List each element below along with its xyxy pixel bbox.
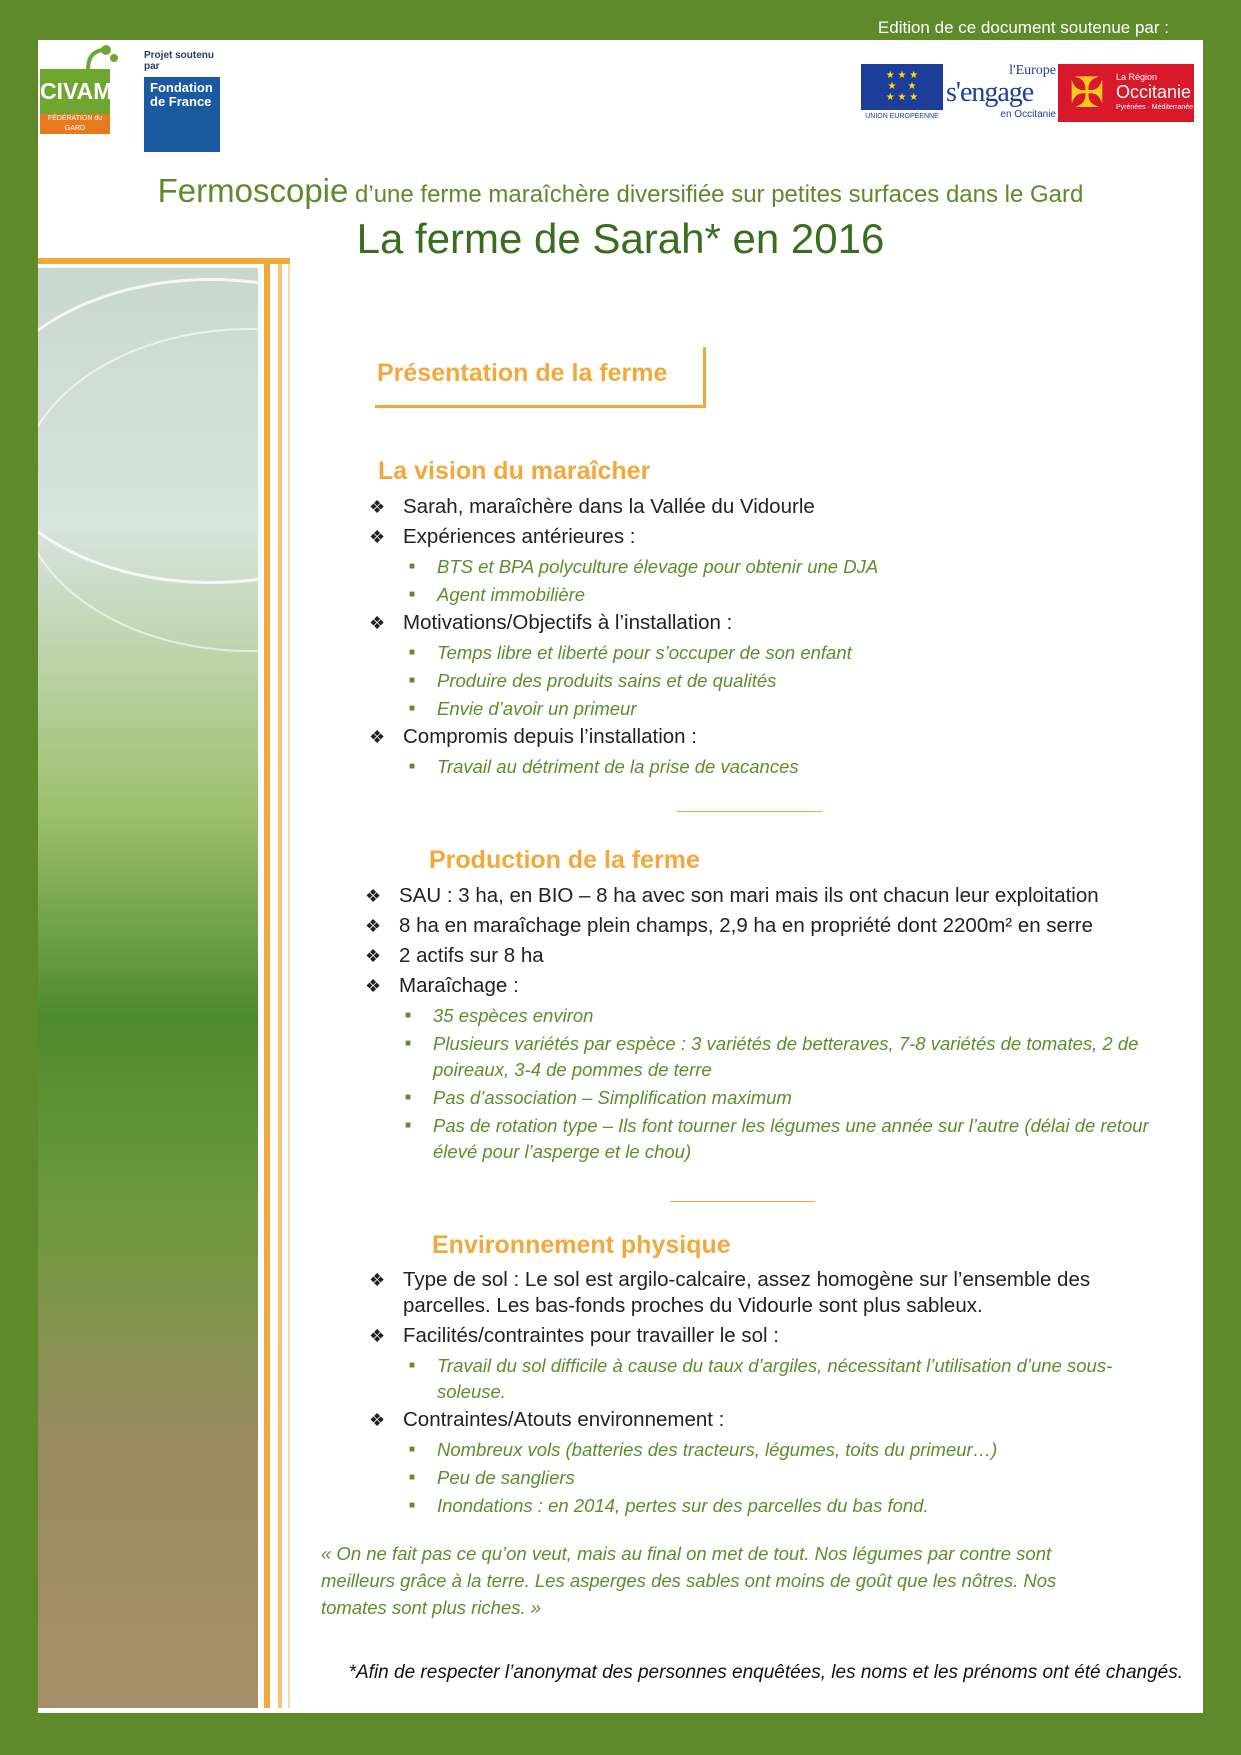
list-item-text: 8 ha en maraîchage plein champs, 2,9 ha en propriété dont 2200m² en serre [399,914,1094,937]
sub-list-item [369,640,1169,666]
presentation-heading-box [375,347,706,408]
section-separator [677,811,822,812]
list-item [369,1267,1139,1319]
environnement-heading: Environnement physique [432,1231,731,1259]
square-bullet-icon: ■ [405,1120,412,1131]
occitan-cross-icon: ✠ [1069,69,1105,116]
square-bullet-icon: ■ [405,1038,412,1049]
vision-heading: La vision du maraîcher [378,457,651,485]
eu-flag-logo [861,64,943,124]
decorative-orange-line [288,264,290,1708]
greenhouse-field-photo [38,268,258,1708]
sprout-icon [82,44,122,72]
sub-list-item-text: Peu de sangliers [437,1467,575,1488]
diamond-bullet-icon: ❖ [369,497,386,517]
diamond-bullet-icon: ❖ [369,1326,386,1346]
square-bullet-icon: ■ [409,1360,416,1371]
presentation-heading: Présentation de la ferme [377,359,668,387]
list-item-text: Type de sol : Le sol est argilo-calcaire, assez homogène sur l’ensemble des parcelles. Les bas-fonds proches du Vidourle sont plus sableux. [403,1268,1091,1317]
square-bullet-icon: ■ [409,589,416,600]
list-item [369,724,1169,750]
square-bullet-icon: ■ [409,1444,416,1455]
section-separator [670,1201,815,1202]
diamond-bullet-icon: ❖ [369,527,386,547]
decorative-orange-line [264,258,270,1708]
sub-list-item [369,1465,1139,1491]
diamond-bullet-icon: ❖ [369,613,386,633]
civam-logo-text: CIVAM [40,69,110,114]
square-bullet-icon: ■ [409,1500,416,1511]
list-item [365,943,1165,969]
list-item-text: Sarah, maraîchère dans la Vallée du Vidourle [403,495,815,518]
square-bullet-icon: ■ [409,561,416,572]
occitanie-logo-line3: Pyrénées · Méditerranée [1116,104,1194,111]
subtitle-text: d’une ferme maraîchère diversifiée sur petites surfaces dans le Gard [348,181,1084,208]
sub-list-item [365,1031,1165,1083]
square-bullet-icon: ■ [405,1092,412,1103]
sub-list-item-text: 35 espèces environ [433,1005,594,1026]
sub-list-item [369,754,1169,780]
list-item-text: Maraîchage : [399,974,519,997]
list-item-text: Motivations/Objectifs à l’installation : [403,611,733,634]
sub-list-item-text: Nombreux vols (batteries des tracteurs, légumes, toits du primeur…) [437,1439,998,1460]
list-item-text: 2 actifs sur 8 ha [399,944,544,967]
production-list [365,883,1165,1167]
diamond-bullet-icon: ❖ [369,1410,386,1430]
sub-list-item-text: Agent immobilière [437,584,586,605]
europe-logo-line1: l'Europe [1009,63,1056,78]
document-title: La ferme de Sarah* en 2016 [356,215,885,262]
occitanie-region-logo [1058,64,1194,122]
diamond-bullet-icon: ❖ [365,916,382,936]
sub-list-item [369,1437,1139,1463]
vision-list [369,494,1169,782]
sub-list-item-text: Pas d’association – Simplification maximum [433,1087,792,1108]
sub-list-item-text: BTS et BPA polyculture élevage pour obtenir une DJA [437,556,879,577]
anonymity-footnote: *Afin de respecter l’anonymat des personnes enquêtées, les noms et les prénoms ont été changés. [348,1662,1183,1683]
square-bullet-icon: ■ [405,1010,412,1021]
sub-list-item [365,1003,1165,1029]
document-subtitle [0,172,1241,210]
list-item [365,913,1165,939]
sub-list-item-text: Pas de rotation type – Ils font tourner les légumes une année sur l’autre (délai de retour élevé pour l’asperge et le chou) [433,1115,1149,1162]
diamond-bullet-icon: ❖ [365,886,382,906]
civam-logo [40,44,113,150]
square-bullet-icon: ■ [409,1472,416,1483]
production-heading: Production de la ferme [429,846,700,874]
europe-sengage-logo [946,63,1056,123]
sub-list-item-text: Travail au détriment de la prise de vacances [437,756,799,777]
sub-list-item [369,696,1169,722]
list-item [365,883,1165,909]
farmer-quote: « On ne fait pas ce qu’on veut, mais au final on met de tout. Nos légumes par contre sont meilleurs grâce à la terre. Les asperges des sables ont moins de goût que les nôtres. Nos tomates sont plus riches. » [321,1543,1057,1618]
diamond-bullet-icon: ❖ [369,1270,386,1290]
list-item [365,973,1165,999]
sub-list-item-text: Travail du sol difficile à cause du taux d’argiles, nécessitant l’utilisation d’une sous-soleuse. [437,1355,1113,1402]
sub-list-item [369,1353,1139,1405]
sub-list-item [369,668,1169,694]
sub-list-item-text: Envie d’avoir un primeur [437,698,637,719]
sub-list-item [369,554,1169,580]
list-item [369,494,1169,520]
list-item [369,610,1169,636]
list-item-text: Expériences antérieures : [403,525,636,548]
square-bullet-icon: ■ [409,703,416,714]
sub-list-item [369,1493,1139,1519]
page-frame-right [1203,0,1241,1755]
square-bullet-icon: ■ [409,675,416,686]
sub-list-item-text: Plusieurs variétés par espèce : 3 variétés de betteraves, 7-8 variétés de tomates, 2 de poireaux, 3-4 de pommes de terre [433,1033,1139,1080]
list-item [369,1407,1139,1433]
diamond-bullet-icon: ❖ [365,946,382,966]
list-item-text: Facilités/contraintes pour travailler le sol : [403,1324,779,1347]
sub-list-item [365,1085,1165,1111]
page-frame-bottom [0,1713,1241,1755]
occitanie-logo-line2: Occitanie [1116,82,1192,102]
list-item-text: Compromis depuis l’installation : [403,725,697,748]
europe-logo-line2: s'engage [946,77,1034,108]
square-bullet-icon: ■ [409,647,416,658]
eu-label: UNION EUROPÉENNE [865,113,939,120]
page-frame-left [0,0,38,1755]
eu-stars-icon: ★ ★ ★ ★ ★ ★ ★ ★ [885,70,919,103]
decorative-orange-bar [38,258,290,264]
sub-list-item-text: Inondations : en 2014, pertes sur des parcelles du bas fond. [437,1495,929,1516]
decorative-orange-line [278,264,282,1708]
edition-note: Edition de ce document soutenue par : [877,18,1169,37]
diamond-bullet-icon: ❖ [369,727,386,747]
civam-logo-sub: FÉDÉRATION du GARD [40,114,110,134]
fondation-caption: Projet soutenu par [144,50,215,72]
sub-list-item-text: Temps libre et liberté pour s’occuper de son enfant [437,642,852,663]
square-bullet-icon: ■ [409,761,416,772]
diamond-bullet-icon: ❖ [365,976,382,996]
fermoscopie-word: Fermoscopie [157,172,349,209]
list-item [369,1323,1139,1349]
list-item-text: SAU : 3 ha, en BIO – 8 ha avec son mari mais ils ont chacun leur exploitation [399,884,1099,907]
fondation-de-france-logo: Fondation de France [144,77,220,152]
occitanie-logo-line1: La Région [1116,72,1158,82]
sub-list-item [369,582,1169,608]
europe-logo-line3: en Occitanie [1000,109,1056,120]
list-item-text: Contraintes/Atouts environnement : [403,1408,725,1431]
environnement-list [369,1267,1139,1521]
sub-list-item-text: Produire des produits sains et de qualités [437,670,777,691]
list-item [369,524,1169,550]
sub-list-item [365,1113,1165,1165]
